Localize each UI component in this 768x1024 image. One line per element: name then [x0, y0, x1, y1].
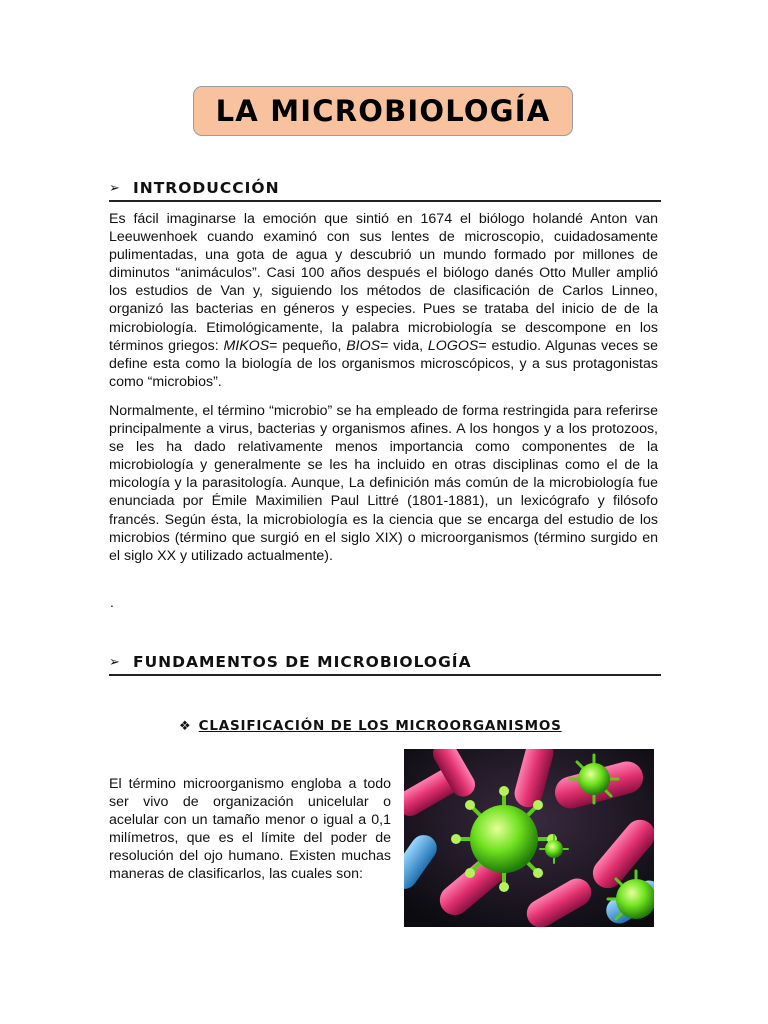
page-title: LA MICROBIOLOGÍA [215, 94, 551, 128]
subsection-clasificacion-header [179, 718, 562, 734]
section-introduction-title: INTRODUCCIÓN [133, 179, 280, 197]
clasificacion-paragraph: El término microorganismo engloba a todo ser vivo de organización unicelular o acelular con un tamaño menor o igual a 0,1 milímetros, que es el límite del poder de resolución del ojo humano. Existen muchas maneras de clasificarlos, las cuales son: [109, 776, 391, 883]
arrow-bullet-icon: ➢ [109, 180, 120, 195]
microbe-illustration-icon [404, 749, 654, 927]
section-introduction-header [109, 176, 661, 202]
title-box [193, 86, 573, 136]
diamond-bullet-icon: ❖ [179, 718, 191, 733]
section-fundamentos-title: FUNDAMENTOS DE MICROBIOLOGÍA [133, 653, 472, 671]
intro-paragraph-1: Es fácil imaginarse la emoción que sintió en 1674 el biólogo holandé Anton van Leeuwenhoek cuando examinó con sus lentes de microscopio, cuidadosamente pulimentadas, una gota de agua y descubrió un mundo formado por millones de diminutos “animáculos”. Casi 100 años después el biólogo danés Otto Muller amplió los estudios de Van y, siguiendo los métodos de clasificación de Carlos Linneo, organizó las bacterias en géneros y especies. Pues se trataba del inicio de de la microbiología. Etimológicamente, la palabra microbiología se descompone en los términos griegos: MIKOS= pequeño, BIOS= vida, LOGOS= estudio. Algunas veces se define esta como la biología de los organismos microscópicos, y a sus protagonistas como “microbios”. [109, 211, 658, 390]
microbe-illustration-svg [404, 749, 654, 927]
arrow-bullet-icon: ➢ [109, 654, 120, 669]
intro-paragraph-2: Normalmente, el término “microbio” se ha empleado de forma restringida para referirse principalmente a virus, bacterias y organismos afines. A los hongos y a los protozoos, se les ha dado relativamente menos importancia como componentes de la microbiología y generalmente se les ha incluido en otras disciplinas como el de la micología y la parasitología. Aunque, La definición más común de la microbiología fue enunciada por Émile Maximilien Paul Littré (1801-1881), un lexicógrafo y filósofo francés. Según ésta, la microbiología es la ciencia que se encarga del estudio de los microbios (término que surgió en el siglo XIX) o microorganismos (término surgido en el siglo XX y utilizado actualmente). [109, 403, 658, 564]
section-fundamentos-header [109, 650, 661, 676]
trailing-dot: . [110, 594, 114, 610]
subsection-clasificacion-title: CLASIFICACIÓN DE LOS MICROORGANISMOS [198, 718, 562, 734]
